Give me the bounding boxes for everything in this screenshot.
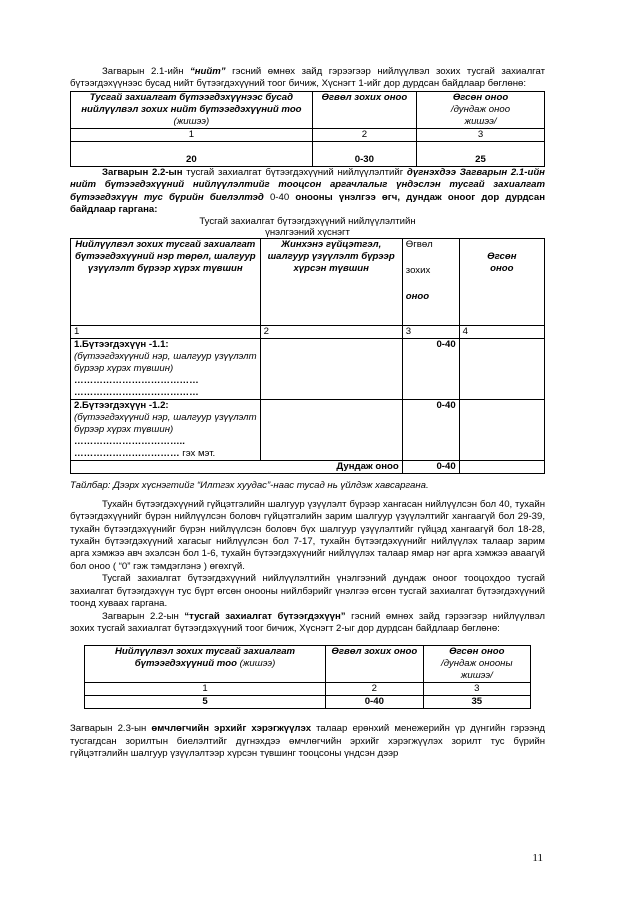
table1-header-1: Тусгай захиалгат бүтээгдэхүүнээс бусад нийлүүлвэл зохих нийт бүтээгдэхүүний тоо (жишээ) [71,91,313,128]
paragraph-scoring: Тухайн бүтээгдэхүүний гүйцэтгэлийн шалгуур үзүүлэлт бүрээр хангасан нийлүүлсэн бол 40, тухайн бүтээгдэхүүнийг бүрэн нийлүүлсэн боловч гүйцэтгэлийн зарим шалгуур үзүүлэлтийг хангаагүй бол 29-39, тухайн бүтээгдэхүүнийг бүрэн нийлүүлсэн боловч бүх шалгуур үзүүлэлтийг гүйцэд хангаагүй бол 18-28, тухайн бүтээгдэхүүний хагасыг нийлүүлсэн бол 7-17, тухайн бүтээгдэхүүнийг нийлүүлэх талаар зарим арга хэмжээ авч эхэлсэн бол 1-6, тухайн бүтээгдэхүүнийг нийлүүлэх талаар ямар нэг арга хэмжээ аваагүй бол оноо ( “0” гэж тэмдэглэнэ ) өгөхгүй. [70,498,545,572]
table2-row2-product: 2.Бүтээгдэхүүн -1.2: (бүтээгдэхүүний нэр, шалгуур үзүүлэлт бүрээр хүрэх түвшин) …………………………….. …………………………… гэх мэт. [71,400,261,461]
table2-header-row [71,239,545,326]
table1-value-row [71,141,545,166]
table2-row1-product: 1.Бүтээгдэхүүн -1.1: (бүтээгдэхүүний нэр, шалгуур үзүүлэлт бүрээр хүрэх түвшин) ………………………………… ………………………………… [71,339,261,400]
table2-number-row: 1 2 3 4 [71,326,545,339]
table3-number-row: 1 2 3 [85,683,531,696]
table2-header-3: Өгвөл зохих оноо [402,239,459,326]
intro1-post: гэсний өмнөх зайд гэрээгээр нийлүүлвэл зохих тусгай захиалгат бүтээгдэхүүнээс бусад нийт бүтээгдэхүүний тоог бичиж, Хүснэгт 1-ийг дор дурдсан байдлаар бөглөнө: [70,66,545,90]
table3-header-2: Өгвөл зохих оноо [325,646,423,683]
table2-row1-score: 0-40 [402,339,459,400]
table1-header-2: Өгвөл зохих оноо [312,91,416,128]
table2-average-label: Дундаж оноо [71,461,403,474]
intro-paragraph-2: Загварын 2.2-ын тусгай захиалгат бүтээгдэхүүний нийлүүлэлтийг дүгнэхдээ Загварын 2.1-ийн нийт бүтээгдэхүүний нийлүүлэлтийг тооцсон аргачлалыг үндэслэн тусгай захиалгат бүтээгдэхүүн тус бүрийн биелэлтэд 0-40 онооны үнэлгээ өгч, дундаж оноог дор дурдсан байдлаар гаргана: [70,166,545,216]
paragraph-table3-intro: Загварын 2.2-ын “тусгай захиалгат бүтээгдэхүүн” гэсний өмнөх зайд гэрээгээр нийлүүлвэл зохих тусгай захиалгат бүтээгдэхүүний тоог бичиж, Хүснэгт 2-ыг дор дурдсан байдлаар бөглөнө: [70,610,546,634]
table-3 [84,645,531,709]
page-content [70,66,545,761]
table1-num-2: 2 [312,128,416,141]
paragraph-average: Тусгай захиалгат бүтээгдэхүүний нийлүүлэлтийн үнэлгээний дундаж оноог тооцохдоо тусгай захиалгат бүтээгдэхүүн тус бүрт өгсөн онооны нийлбэрийг үнэлгээ өгсөн тусгай захиалгат бүтээгдэхүүний тоонд хуваах гаргана. [70,573,545,610]
paragraph-owner-rights: Загварын 2.3-ын өмчлөгчийн эрхийг хэрэгжүүлэх талаар ерөнхий менежерийн үр дүнгийн гэрээнд тусгагдсан зорилтын биелэлтийг дүгнэхдээ өмчлөгчийн эрхийг хэрэгжүүлэх зорилт тус бүрийн гүйцэтгэлийн шалгуур үзүүлэлтээр хүрсэн түвшинг тооцсоны үндсэн дээр [70,723,545,760]
page-number: 11 [532,852,543,864]
table2-row2-score: 0-40 [402,400,459,461]
table2-row-1 [71,339,545,400]
table1-val-1: 20 [71,141,313,166]
table2-header-4: Өгсөн оноо [459,239,544,326]
table2-average-row [71,461,545,474]
table2-average-score: 0-40 [402,461,459,474]
table1-val-2: 0-30 [312,141,416,166]
table1-number-row [71,128,545,141]
table-1 [70,91,545,167]
table1-num-3: 3 [417,128,545,141]
table3-header-row [85,646,531,683]
table2-row-2 [71,400,545,461]
table2-header-2: Жинхэнэ гүйцэтгэл, шалгуур үзүүлэлт бүрээр хүрсэн түвшин [260,239,402,326]
table1-num-1: 1 [71,128,313,141]
table2-note: Тайлбар: Дээрх хүснэгтийг “Илтгэх хуудас”-наас тусад нь үйлдэж хавсаргана. [70,480,429,492]
intro1-quote: “нийт” [189,66,226,77]
table-2 [70,238,545,474]
table1-header-row [71,91,545,128]
table1-header-3: Өгсөн оноо /дундаж оноо жишээ/ [417,91,545,128]
table2-caption: Тусгай захиалгат бүтээгдэхүүний нийлүүлэлтийн үнэлгээний хүснэгт [199,216,416,239]
table3-header-3: Өгсөн оноо /дундаж онооны жишээ/ [423,646,530,683]
table2-header-1: Нийлүүлвэл зохих тусгай захиалгат бүтээгдэхүүний нэр төрөл, шалгуур үзүүлэлт бүрээр хүрэх түвшин [71,239,261,326]
table1-val-3: 25 [417,141,545,166]
intro1-pre: Загварын 2.1-ийн [102,66,190,77]
table3-value-row: 5 0-40 35 [85,696,531,709]
table3-header-1: Нийлүүлвэл зохих тусгай захиалгат бүтээгдэхүүний тоо (жишээ) [85,646,326,683]
intro-paragraph-1 [70,66,545,91]
